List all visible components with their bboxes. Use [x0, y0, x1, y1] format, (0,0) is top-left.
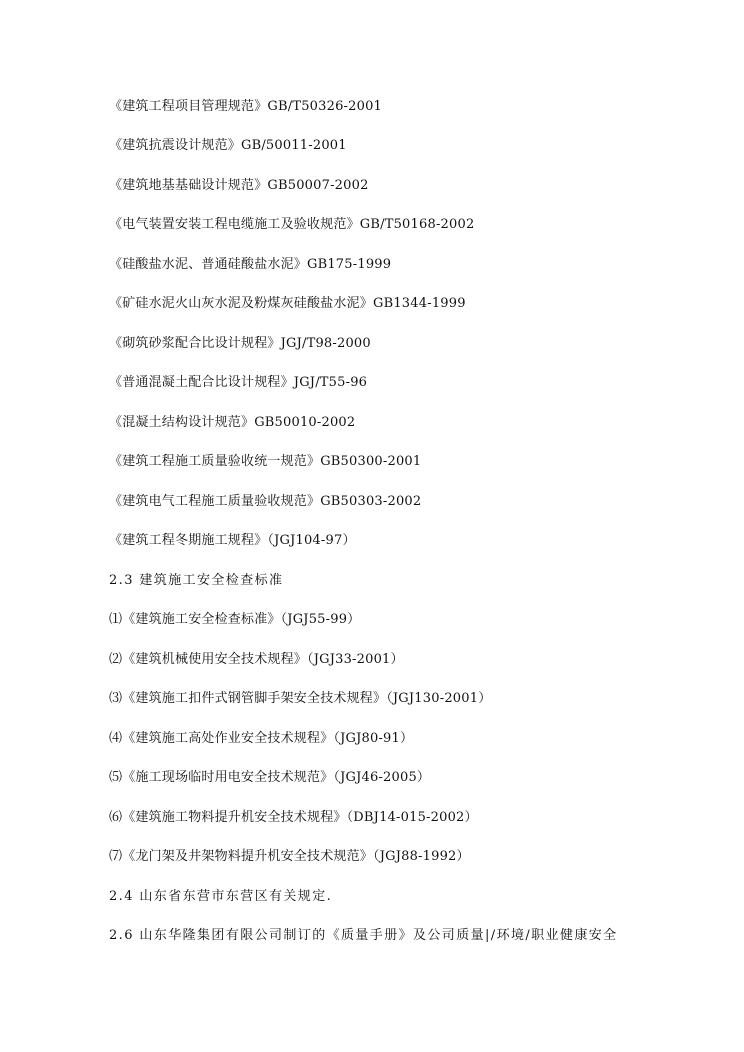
safety-standard-item: ⑷《建筑施工高处作业安全技术规程》（JGJ80-91）	[109, 731, 414, 746]
standard-item: 《建筑工程项目管理规范》GB/T50326-2001	[109, 99, 383, 114]
standard-item: 《矿硅水泥火山灰水泥及粉煤灰硅酸盐水泥》GB1344-1999	[109, 296, 466, 311]
section-heading: 2.6 山东华隆集团有限公司制订的《质量手册》及公司质量|/环境/职业健康安全	[109, 928, 618, 943]
safety-standard-item: ⑸《施工现场临时用电安全技术规范》（JGJ46-2005）	[109, 770, 431, 785]
section-heading: 2.4 山东省东营市东营区有关规定.	[109, 889, 333, 904]
standard-item: 《电气装置安装工程电缆施工及验收规范》GB/T50168-2002	[109, 217, 475, 232]
standard-item: 《砌筑砂浆配合比设计规程》JGJ/T98-2000	[109, 336, 371, 351]
standard-item: 《建筑抗震设计规范》GB/50011-2001	[109, 138, 347, 153]
safety-standard-item: ⑶《建筑施工扣件式钢管脚手架安全技术规程》（JGJ130-2001）	[109, 691, 492, 706]
safety-standard-item: ⑴《建筑施工安全检查标准》（JGJ55-99）	[109, 612, 361, 627]
safety-standard-item: ⑹《建筑施工物料提升机安全技术规程》（DBJ14-015-2002）	[109, 810, 478, 825]
safety-standard-item: ⑵《建筑机械使用安全技术规程》（JGJ33-2001）	[109, 652, 404, 667]
standard-item: 《建筑地基基础设计规范》GB50007-2002	[109, 178, 369, 193]
section-heading: 2.3 建筑施工安全检查标准	[109, 573, 284, 588]
standard-item: 《建筑电气工程施工质量验收规范》GB50303-2002	[109, 494, 422, 509]
standard-item: 《普通混凝土配合比设计规程》JGJ/T55-96	[109, 375, 368, 390]
standard-item: 《建筑工程冬期施工规程》（JGJ104-97）	[109, 533, 356, 548]
safety-standard-item: ⑺《龙门架及井架物料提升机安全技术规范》（JGJ88-1992）	[109, 849, 470, 864]
standard-item: 《硅酸盐水泥、普通硅酸盐水泥》GB175-1999	[109, 257, 392, 272]
standard-item: 《混凝土结构设计规范》GB50010-2002	[109, 415, 356, 430]
standard-item: 《建筑工程施工质量验收统一规范》GB50300-2001	[109, 454, 422, 469]
